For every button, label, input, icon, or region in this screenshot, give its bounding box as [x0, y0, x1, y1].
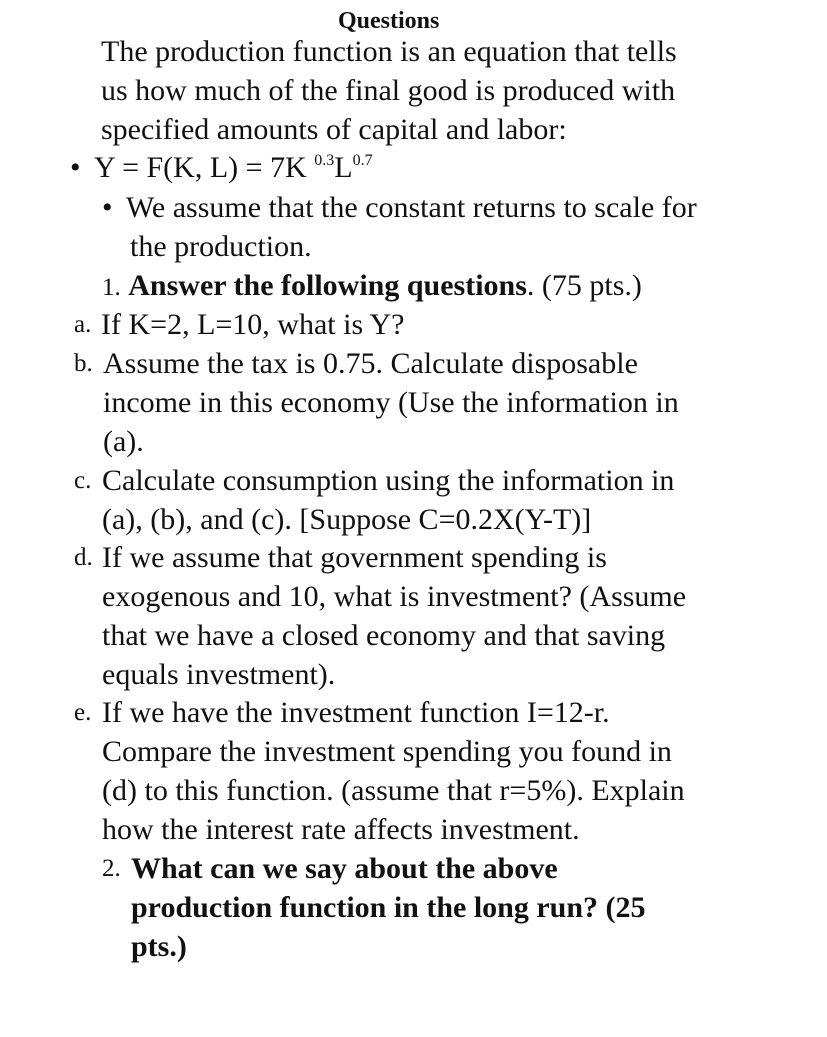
- k-exponent: 0.3: [314, 152, 335, 169]
- part-e-line: If we have the investment function I=12-r.: [102, 696, 610, 729]
- equation-left: Y = F(K, L) = 7K: [94, 151, 315, 184]
- sub-bullet-line-2: the production.: [130, 230, 312, 263]
- equation-line: [70, 149, 373, 187]
- page-title: Questions: [338, 8, 440, 34]
- part-e-line: (d) to this function. (assume that r=5%). Explain: [102, 774, 685, 807]
- part-b-line: income in this economy (Use the information in: [103, 386, 679, 419]
- part-e-line: Compare the investment spending you found in: [102, 735, 672, 768]
- part-b-label: b.: [74, 350, 93, 377]
- bullet: •: [102, 191, 113, 224]
- part-e-line: how the interest rate affects investment.: [102, 813, 580, 846]
- part-d-label: d.: [74, 544, 93, 571]
- question-1: [102, 267, 642, 307]
- intro-line-2: us how much of the final good is produced with: [101, 74, 676, 107]
- bullet: •: [70, 151, 81, 184]
- question-2-line: What can we say about the above: [131, 852, 558, 885]
- part-c-line: (a), (b), and (c). [Suppose C=0.2X(Y-T)]: [102, 503, 592, 536]
- part-b-line: Assume the tax is 0.75. Calculate disposable: [103, 347, 638, 380]
- part-d-line: If we assume that government spending is: [102, 541, 607, 574]
- question-1-bold: Answer the following questions: [128, 269, 527, 302]
- question-2-number: 2.: [102, 855, 121, 882]
- part-a-label: a.: [74, 311, 92, 338]
- question-2-line: production function in the long run? (25: [131, 891, 646, 924]
- intro-line-3: specified amounts of capital and labor:: [101, 113, 567, 146]
- part-d-line: equals investment).: [102, 658, 336, 691]
- question-number: 1.: [102, 274, 121, 301]
- part-c-line: Calculate consumption using the information in: [102, 464, 675, 497]
- question-2-line: pts.): [131, 930, 187, 963]
- sub-bullet-line-1: [102, 189, 697, 227]
- part-d-line: that we have a closed economy and that saving: [102, 619, 666, 652]
- l-variable: L: [334, 151, 353, 184]
- intro-line-1: The production function is an equation that tells: [101, 35, 677, 68]
- question-1-rest: . (75 pts.): [526, 269, 642, 302]
- part-e-label: e.: [74, 699, 92, 726]
- sub-bullet-text: We assume that the constant returns to scale for: [126, 191, 697, 224]
- part-c-label: c.: [74, 467, 92, 494]
- part-a-line: If K=2, L=10, what is Y?: [101, 308, 405, 341]
- l-exponent: 0.7: [352, 152, 373, 169]
- part-d-line: exogenous and 10, what is investment? (Assume: [102, 580, 687, 613]
- part-b-line: (a).: [103, 425, 144, 458]
